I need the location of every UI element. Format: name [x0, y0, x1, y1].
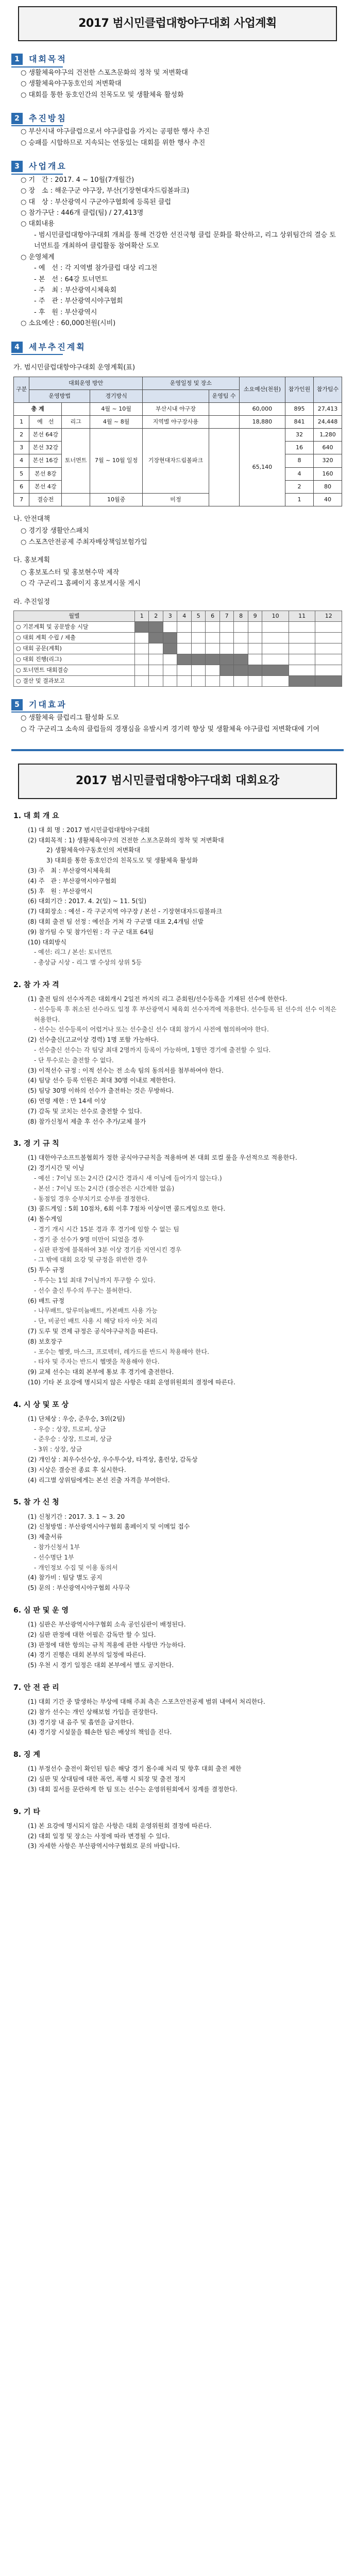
section-2-heading — [11, 112, 355, 125]
sched-head: 1 — [135, 611, 149, 622]
th-people: 참가인원 — [285, 377, 314, 402]
cell: 640 — [314, 442, 342, 454]
rules-heading: 3. 경 기 규 칙 — [13, 1140, 59, 1148]
sched-head: 8 — [234, 611, 248, 622]
cell: 기장현대자드림볼파크 — [143, 429, 209, 494]
rules-line: (4) 리그별 상위팀에게는 본선 진출 자격을 부여한다. — [28, 1476, 170, 1484]
sched-task: ○ 대회 진행(리그) — [14, 654, 135, 665]
sched-mark — [206, 654, 219, 665]
sched-mark — [234, 654, 248, 665]
rules-line: (1) 출전 팀의 선수자격은 대회개시 2일전 까지의 리그 준회원/선수등록을 기재된 선수에 한한다. — [28, 995, 288, 1003]
cell: 1,280 — [314, 429, 342, 442]
cell: 841 — [285, 416, 314, 429]
promo-heading: 다. 홍보계획 — [13, 556, 50, 565]
rules-line: (7) 감독 및 코치는 선수로 출전할 수 있다. — [28, 1107, 142, 1115]
cell: 32 — [285, 429, 314, 442]
rules-line: (4) 주 관 : 부산광역시야구협회 — [28, 877, 116, 885]
section-5-heading — [11, 698, 355, 711]
rules-line: (8) 대회 출전 팀 선정 : 예선을 거쳐 각 구군별 대표 2,4개팀 선발 — [28, 918, 204, 925]
rules-line: - 단, 비공인 배트 사용 시 해당 타자 아웃 처리 — [34, 1317, 158, 1325]
rules-list — [0, 1153, 355, 1387]
rules-line: (10) 기타 본 요강에 명시되지 않은 사항은 대회 운영위원회의 결정에 따른다. — [28, 1378, 235, 1386]
plan-title: 2017 범시민클럽대항야구대회 사업계획 — [18, 6, 337, 41]
rules-list — [0, 825, 355, 968]
policy-line: ○ 부산시내 야구클럽으로서 야구클럽을 가지는 공평한 행사 추진 — [21, 128, 210, 136]
cell: 40 — [314, 493, 342, 506]
sched-mark — [315, 676, 342, 687]
cell — [209, 402, 239, 415]
cell: 2 — [14, 429, 29, 442]
cell: 24,448 — [314, 416, 342, 429]
rules-line: - 우승 : 상장, 트로피, 상금 — [34, 1425, 106, 1433]
rules-line: (9) 참가팀 수 및 참가인원 : 각 구군 대표 64팀 — [28, 928, 154, 936]
rules-line: (5) 후 원 : 부산광역시 — [28, 887, 93, 895]
rules-line: (2) 참가 선수는 개인 상해보험 가입을 권장한다. — [28, 1708, 158, 1716]
org-line: - 본 선 : 64강 토너먼트 — [34, 275, 108, 283]
rules-line: (4) 팀당 선수 등록 인원은 최대 30명 이내로 제한한다. — [28, 1077, 176, 1084]
cell: 본선 32강 — [29, 442, 62, 454]
rules-line: (1) 단체상 : 우승, 준우승, 3위(2팀) — [28, 1415, 125, 1422]
sched-head: 5 — [191, 611, 205, 622]
rules-line: 2) 생활체육야구동호인의 저변확대 — [46, 846, 141, 854]
rules-title: 2017 범시민클럽대항야구대회 대회요강 — [18, 764, 337, 799]
sched-mark — [248, 665, 262, 676]
rules-line: (1) 대한야구소프트볼협회가 정한 공식야구규칙을 적용하며 본 대회 로컬 룰을 우선적으로 적용한다. — [28, 1154, 297, 1162]
cell: 27,413 — [314, 402, 342, 415]
cell: 2 — [285, 480, 314, 493]
rules-line: (3) 이적선수 규정 : 이적 선수는 전 소속 팀의 동의서를 첨부하여야 한다. — [28, 1066, 224, 1074]
rules-list — [0, 1414, 355, 1486]
cell: 미정 — [143, 493, 209, 506]
cell: 7월 ~ 10월 일정 — [90, 429, 143, 494]
rules-line: (3) 판정에 대한 항의는 규칙 적용에 관한 사항만 가능하다. — [28, 1641, 186, 1649]
rules-line: (2) 대회 일정 및 장소는 사정에 따라 변경될 수 있다. — [28, 1832, 170, 1840]
rules-line: (3) 경기장 내 음주 및 흡연을 금지한다. — [28, 1718, 134, 1726]
rules-line: (3) 자세한 사항은 부산광역시야구협회로 문의 바랍니다. — [28, 1842, 180, 1850]
rules-line: (4) 경기 진행은 대회 본부의 일정에 따른다. — [28, 1651, 146, 1659]
rules-line: - 투수는 1일 최대 7이닝까지 투구할 수 있다. — [34, 1277, 156, 1284]
rules-line: - 동점일 경우 승부치기로 승부를 결정한다. — [34, 1195, 150, 1202]
rules-line: (5) 팀당 30명 이하의 선수가 출전하는 것은 무방하다. — [28, 1087, 174, 1095]
cell: 4월 ~ 10월 — [90, 402, 143, 415]
sched-head: 2 — [149, 611, 163, 622]
rules-heading: 1. 대 회 개 요 — [13, 811, 59, 820]
rules-line: - 참가신청서 1부 — [34, 1543, 80, 1551]
sched-task: ○ 토너먼트 대회결승 — [14, 665, 135, 676]
sched-mark — [149, 633, 163, 643]
cell: 160 — [314, 467, 342, 480]
section-label: 기대효과 — [29, 700, 67, 710]
rules-line: (7) 도루 및 견제 규정은 공식야구규칙을 따른다. — [28, 1327, 158, 1335]
budget-line: ○ 소요예산 : 60,000천원(시비) — [21, 319, 116, 328]
cell: 1 — [14, 416, 29, 429]
cell: 18,880 — [239, 416, 285, 429]
rules-line: (1) 본 요강에 명시되지 않은 사항은 대회 운영위원회 결정에 따른다. — [28, 1822, 212, 1829]
cell: 4 — [285, 467, 314, 480]
schedule-table — [13, 611, 342, 687]
cell: 본선 16강 — [29, 454, 62, 467]
org-line: - 주 최 : 부산광역시체육회 — [34, 286, 117, 295]
safety-heading: 나. 안전대책 — [13, 515, 50, 523]
cell: 리그 — [62, 416, 90, 429]
org-line: - 후 원 : 부산광역시 — [34, 308, 97, 316]
cell — [62, 493, 90, 506]
rules-line: - 선수명단 1부 — [34, 1553, 74, 1561]
page-divider — [11, 749, 344, 751]
sched-mark — [177, 654, 191, 665]
promo-line: ○ 홍보포스터 및 홍보현수막 제작 — [21, 568, 120, 577]
rules-heading: 9. 기 타 — [13, 1807, 40, 1816]
rules-line: (3) 시상은 결승전 종료 후 실시한다. — [28, 1466, 126, 1473]
rules-line: (1) 대회 기간 중 발생하는 부상에 대해 주최 측은 스포츠안전공제 범위 내에서 처리한다. — [28, 1698, 265, 1706]
rules-line: (6) 배트 규정 — [28, 1297, 64, 1304]
section-4-heading — [11, 341, 355, 354]
sched-mark — [234, 665, 248, 676]
section-number: 4 — [11, 342, 23, 353]
rules-line: - 본선 : 7이닝 또는 2시간 (결승전은 시간제한 없음) — [34, 1184, 175, 1192]
sched-head: 11 — [289, 611, 315, 622]
cell: 5 — [14, 467, 29, 480]
th-gubun: 구분 — [14, 377, 29, 402]
rules-line: (4) 몰수게임 — [28, 1215, 63, 1223]
rules-line: - 선수 출신 투수의 투구는 불허한다. — [34, 1286, 132, 1294]
rules-line: - 선수는 선수등록이 어렵거나 또는 선수출신 선수 대회 참가시 사전에 협의하여야 한다. — [34, 1026, 269, 1033]
total-label: 총 계 — [14, 402, 62, 415]
rules-line: (2) 선수출신(고교이상 경력) 1명 포함 가능하다. — [28, 1036, 159, 1044]
cell: 결승전 — [29, 493, 62, 506]
rules-heading: 4. 시 상 및 포 상 — [13, 1400, 69, 1409]
rules-heading: 5. 참 가 신 청 — [13, 1498, 59, 1507]
section-number: 1 — [11, 54, 23, 65]
sched-head: 10 — [262, 611, 289, 622]
section-number: 2 — [11, 113, 23, 124]
rules-heading: 2. 참 가 자 격 — [13, 980, 59, 989]
sched-mark — [135, 622, 149, 633]
rules-line: (5) 문의 : 부산광역시야구협회 사무국 — [28, 1584, 130, 1592]
cell: 부산시내 야구장 — [143, 402, 209, 415]
cell: 본선 4강 — [29, 480, 62, 493]
rules-line: (2) 경기시간 및 이닝 — [28, 1164, 84, 1172]
rules-line: (5) 우천 시 경기 일정은 대회 본부에서 별도 공지한다. — [28, 1662, 174, 1669]
safety-line: ○ 스포츠안전공제 주최자배상책임보험가입 — [21, 538, 147, 546]
rules-list — [0, 1764, 355, 1794]
cell: 10월중 — [90, 493, 143, 506]
effect-line: ○ 생활체육 클럽리그 활성화 도모 — [21, 714, 120, 722]
overview-content: - 범시민클럽대항야구대회 개최를 통해 건강한 선진국형 클럽 문화를 확산하고, 리그 상위팀간의 결승 토너먼트를 개최하여 클럽활동 참여확산 도모 — [34, 231, 336, 250]
rules-line: - 나무배트, 알루미늄배트, 카본배트 사용 가능 — [34, 1307, 158, 1315]
sched-head: 월별 — [14, 611, 135, 622]
cell: 6 — [14, 480, 29, 493]
sched-head: 12 — [315, 611, 342, 622]
rules-line: - 포수는 헬멧, 마스크, 프로텍터, 레가드를 반드시 착용해야 한다. — [34, 1348, 209, 1355]
sched-task: ○ 기본계획 및 공문발송 시달 — [14, 622, 135, 633]
cell: 예 선 — [29, 416, 62, 429]
sched-head: 9 — [248, 611, 262, 622]
rules-line: (3) 콜드게임 : 5회 10점차, 6회 이후 7점차 이상이면 콜드게임으로 한다. — [28, 1205, 226, 1213]
effect-line: ○ 각 구군리그 소속의 클럽들의 경쟁심을 유발시켜 경기력 향상 및 생활체육 야구클럽 저변확대에 기여 — [21, 725, 319, 733]
sched-mark — [262, 665, 289, 676]
purpose-line: ○ 생활체육야구동호인의 저변확대 — [21, 80, 122, 88]
rules-line: (4) 경기장 시설물을 훼손한 팀은 배상의 책임을 진다. — [28, 1728, 172, 1736]
cell: 16 — [285, 442, 314, 454]
rules-line: - 예선 : 7이닝 또는 2시간 (2시간 경과시 새 이닝에 들어가지 않는다.) — [34, 1175, 222, 1182]
purpose-line: ○ 대회를 통한 동호인간의 친목도모 및 생활체육 활성화 — [21, 91, 184, 99]
th-method: 대회운영 방안 — [29, 377, 143, 389]
rules-list — [0, 1620, 355, 1671]
section-label: 대회목적 — [29, 54, 67, 64]
section-rule — [11, 354, 63, 355]
overview-line: ○ 기 간 : 2017. 4 ~ 10월(7개월간) — [21, 176, 134, 184]
rules-line: - 준우승 : 상장, 트로피, 상금 — [34, 1435, 112, 1443]
section-1-heading — [11, 53, 355, 66]
org-line: - 예 선 : 각 지역별 참가클럽 대상 리그전 — [34, 264, 158, 273]
cell: 토너먼트 — [62, 429, 90, 494]
rules-line: - 단 투수로는 출전할 수 없다. — [34, 1056, 114, 1064]
rules-list — [0, 1512, 355, 1594]
sched-mark — [219, 665, 233, 676]
rules-line: (1) 심판은 부산광역시야구협회 소속 공인심판이 배정된다. — [28, 1621, 186, 1628]
rules-line: (3) 주 최 : 부산광역시체육회 — [28, 867, 111, 874]
section-number: 3 — [11, 161, 23, 172]
rules-list — [0, 1821, 355, 1852]
sched-mark — [163, 633, 177, 643]
rules-line: - 심판 판정에 불복하여 3분 이상 경기를 지연시킨 경우 — [34, 1246, 181, 1253]
policy-line: ○ 승패를 시합하므로 지속되는 연동있는 대회를 위한 행사 추진 — [21, 139, 206, 147]
safety-line: ○ 경기장 생활안스패치 — [21, 527, 89, 535]
sched-mark — [149, 622, 163, 633]
rules-line: (3) 제출서류 — [28, 1533, 63, 1541]
cell — [62, 402, 90, 415]
rules-line: (1) 대 회 명 : 2017 범시민클럽대항야구대회 — [28, 826, 150, 834]
sched-task: ○ 결산 및 결과보고 — [14, 676, 135, 687]
rules-heading: 7. 안 전 관 리 — [13, 1683, 59, 1692]
cell: 80 — [314, 480, 342, 493]
sched-head: 4 — [177, 611, 191, 622]
overview-line: ○ 참가구단 : 446개 클럽(팀) / 27,413명 — [21, 209, 144, 217]
rules-line: - 경기 중 선수가 9명 미만이 되었을 경우 — [34, 1235, 144, 1243]
rules-line: (5) 투수 규정 — [28, 1266, 64, 1274]
sched-mark — [289, 676, 315, 687]
sched-mark — [219, 654, 233, 665]
org-heading: ○ 운영체계 — [21, 253, 55, 261]
th-schedule: 운영일정 및 장소 — [143, 377, 240, 389]
rules-line: (4) 참가비 : 팀당 별도 공지 — [28, 1574, 103, 1582]
rules-line: (1) 신청기간 : 2017. 3. 1 ~ 3. 20 — [28, 1513, 125, 1520]
org-line: - 주 관 : 부산광역시야구협회 — [34, 297, 123, 306]
cell: 본선 64강 — [29, 429, 62, 442]
purpose-line: ○ 생활체육야구의 건전한 스포츠문화의 정착 및 저변확대 — [21, 69, 188, 77]
rules-line: - 경기 개시 시간 15분 경과 후 경기에 임할 수 없는 팀 — [34, 1226, 179, 1233]
rules-line: (8) 보호장구 — [28, 1337, 63, 1345]
rules-line: (7) 대회장소 : 예선 - 각 구군지역 야구장 / 본선 - 기장현대자드림볼파크 — [28, 908, 223, 916]
cell — [209, 429, 239, 506]
overview-line: ○ 대 상 : 부산광역시 구군야구협회에 등록된 클럽 — [21, 198, 172, 206]
rules-line: (3) 대회 질서를 문란하게 한 팀 또는 선수는 운영위원회에서 징계를 결정한다. — [28, 1785, 238, 1793]
rules-line: (6) 대회기간 : 2017. 4. 2(일) ~ 11. 5(일) — [28, 897, 147, 905]
th-period — [143, 389, 209, 402]
cell: 4월 ~ 8월 — [90, 416, 143, 429]
section-number: 5 — [11, 699, 23, 710]
rules-line: (2) 심판 판정에 대한 어필은 감독만 할 수 있다. — [28, 1631, 156, 1638]
cell: 7 — [14, 493, 29, 506]
rules-line: (2) 대회목적 : 1) 생활체육야구의 건전한 스포츠문화의 정착 및 저변확대 — [28, 836, 224, 844]
cell: 895 — [285, 402, 314, 415]
rules-line: - 그 밖에 대회 요강 및 규정을 위반한 경우 — [34, 1256, 148, 1264]
cell: 지역별 야구장사용 — [143, 416, 209, 429]
rules-line: (1) 부정선수 출전이 확인된 팀은 해당 경기 몰수패 처리 및 향후 대회 출전 제한 — [28, 1765, 242, 1773]
cell: 3 — [14, 442, 29, 454]
sched-mark — [163, 643, 177, 654]
cell: 4 — [14, 454, 29, 467]
operations-table — [13, 377, 342, 506]
th-teams: 참가팀수 — [314, 377, 342, 402]
cell: 320 — [314, 454, 342, 467]
rules-heading: 8. 징 계 — [13, 1751, 40, 1759]
cell: 본선 8강 — [29, 467, 62, 480]
sched-head: 6 — [206, 611, 219, 622]
sched-task: ○ 대회 계획 수립 / 제출 — [14, 633, 135, 643]
promo-line: ○ 각 구군리그 홈페이지 홍보게시물 게시 — [21, 580, 141, 588]
sched-task: ○ 대회 공문(계획) — [14, 643, 135, 654]
th-place: 운영팀 수 — [209, 389, 239, 402]
sched-head: 3 — [163, 611, 177, 622]
rules-line: - 선수등록 후 취소된 선수라도 일정 후 부산광역시 체육회 선수자격에 적용한다. 선수등록 된 선수의 선수 이적은 허용한다. — [34, 1005, 337, 1023]
section-label: 사업개요 — [29, 161, 67, 172]
overview-line: ○ 장 소 : 해운구군 야구장, 부산(기장현대자드림볼파크) — [21, 187, 190, 195]
rules-heading: 6. 심 판 및 운 영 — [13, 1606, 69, 1615]
cell: 1 — [285, 493, 314, 506]
rules-line: (8) 참가신청서 제출 후 선수 추가/교체 불가 — [28, 1117, 146, 1125]
rules-line: (2) 심판 및 상대팀에 대한 폭언, 폭행 시 퇴장 및 출전 정지 — [28, 1775, 186, 1783]
overview-line: ○ 대회내용 — [21, 220, 55, 228]
cell: 8 — [285, 454, 314, 467]
schedule-heading: 라. 추진일정 — [13, 598, 50, 606]
cell: 65,140 — [239, 429, 285, 506]
rules-line: - 타자 및 주자는 반드시 헬멧을 착용해야 한다. — [34, 1358, 160, 1366]
rules-line: - 선수출신 선수는 각 팀당 최대 2명까지 등록이 가능하며, 1명만 경기에 출전할 수 있다. — [34, 1046, 271, 1054]
th-budget: 소요예산(천원) — [239, 377, 285, 402]
rules-line: - 3위 : 상장, 상금 — [34, 1446, 82, 1453]
cell: 60,000 — [239, 402, 285, 415]
rules-line: (10) 대회방식 — [28, 938, 66, 946]
rules-line: (6) 연령 제한 : 만 14세 이상 — [28, 1097, 106, 1105]
rules-list — [0, 994, 355, 1127]
rules-list — [0, 1697, 355, 1738]
rules-line: - 총상금 시상 - 리그 별 수상의 상위 5등 — [34, 959, 142, 967]
rules-line: - 개인정보 수집 및 이용 동의서 — [34, 1564, 118, 1571]
table-caption: 가. 범시민클럽대항야구대회 운영계획(표) — [13, 364, 136, 372]
section-label: 추진방침 — [29, 113, 67, 123]
section-label: 세부추진계획 — [29, 342, 86, 352]
rules-line: (2) 신청방법 : 부산광역시야구협회 홈페이지 및 이메일 접수 — [28, 1523, 190, 1531]
th-op-method: 운영방법 — [29, 389, 90, 402]
cell — [209, 416, 239, 429]
rules-line: (2) 개인상 : 최우수선수상, 우수투수상, 타격상, 홈런상, 감독상 — [28, 1456, 198, 1464]
th-game-type: 경기방식 — [90, 389, 143, 402]
rules-line: 3) 대회를 통한 동호인간의 친목도모 및 생활체육 활성화 — [46, 857, 198, 865]
section-3-heading — [11, 160, 355, 173]
sched-head: 7 — [219, 611, 233, 622]
rules-line: (9) 교체 선수는 대회 본부에 통보 후 경기에 출전한다. — [28, 1368, 174, 1376]
sched-mark — [191, 654, 205, 665]
rules-line: - 예선: 리그 / 본선: 토너먼트 — [34, 948, 112, 956]
